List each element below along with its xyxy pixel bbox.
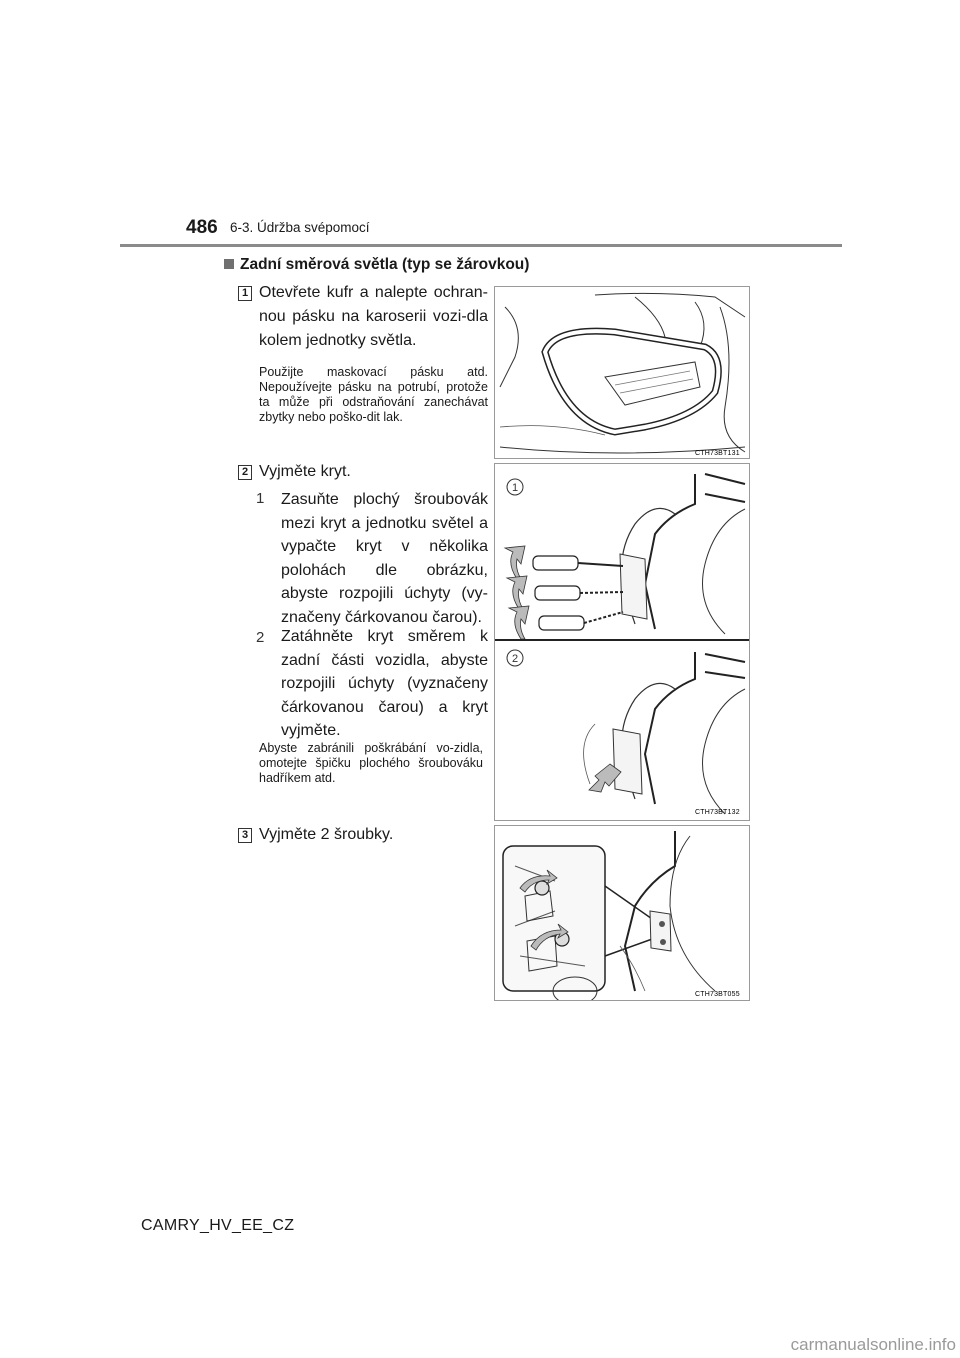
header-rule xyxy=(120,244,842,247)
figure-2-code: CTH73BT132 xyxy=(695,809,740,816)
substep-2-1-text: Zasuňte plochý šroubovák mezi kryt a jednotku světel a vypačte kryt v několika polohách dle obrázku, abyste rozpojili úchyty (vy-značeny čárkovanou čarou). xyxy=(281,491,488,626)
page-number: 486 xyxy=(186,217,218,238)
figure-2-label-1: 1 xyxy=(511,482,519,494)
substep-2-2-number: 2 xyxy=(256,629,265,646)
step-1-note: Použijte maskovací pásku atd. Nepoužívejte pásku na potrubí, protože ta může při odstraňování zanechávat zbytky nebo poško-dit lak. xyxy=(259,365,488,424)
taillight-tape-illustration xyxy=(495,287,749,458)
figure-1-code: CTH73BT131 xyxy=(695,450,740,457)
step-2-note: Abyste zabránili poškrábání vo-zidla, omotejte špičku plochého šroubováku hadříkem atd. xyxy=(259,741,483,785)
substep-2-2-text: Zatáhněte kryt směrem k zadní části vozidla, abyste rozpojili úchyty (vyznačeny čárkovanou čarou) a kryt vyjměte. xyxy=(281,628,488,740)
step-1-text: Otevřete kufr a nalepte ochran-nou pásku na karoserii vozi-dla kolem jednotky světla. xyxy=(259,284,488,349)
cover-removal-illustration xyxy=(495,464,749,820)
substep-2-1-number: 1 xyxy=(256,490,265,507)
figure-2-label-2: 2 xyxy=(511,653,519,665)
figure-step-3 xyxy=(494,825,750,1001)
section-heading xyxy=(224,256,529,274)
step-2-number: 2 xyxy=(238,465,252,480)
screw-removal-illustration xyxy=(495,826,749,1000)
step-1-number: 1 xyxy=(238,286,252,301)
section-heading-text: Zadní směrová světla (typ se žárovkou) xyxy=(240,256,530,273)
figure-step-1 xyxy=(494,286,750,459)
step-2-text: Vyjměte kryt. xyxy=(259,463,351,480)
figure-step-2 xyxy=(494,463,750,821)
figure-3-code: CTH73BT055 xyxy=(695,991,740,998)
section-title: 6-3. Údržba svépomocí xyxy=(230,220,370,235)
footer-model-code: CAMRY_HV_EE_CZ xyxy=(141,1217,295,1234)
step-3-number: 3 xyxy=(238,828,252,843)
step-3-text: Vyjměte 2 šroubky. xyxy=(259,826,394,843)
watermark: carmanualsonline.info xyxy=(790,1335,956,1354)
heading-bullet-icon xyxy=(224,259,234,269)
